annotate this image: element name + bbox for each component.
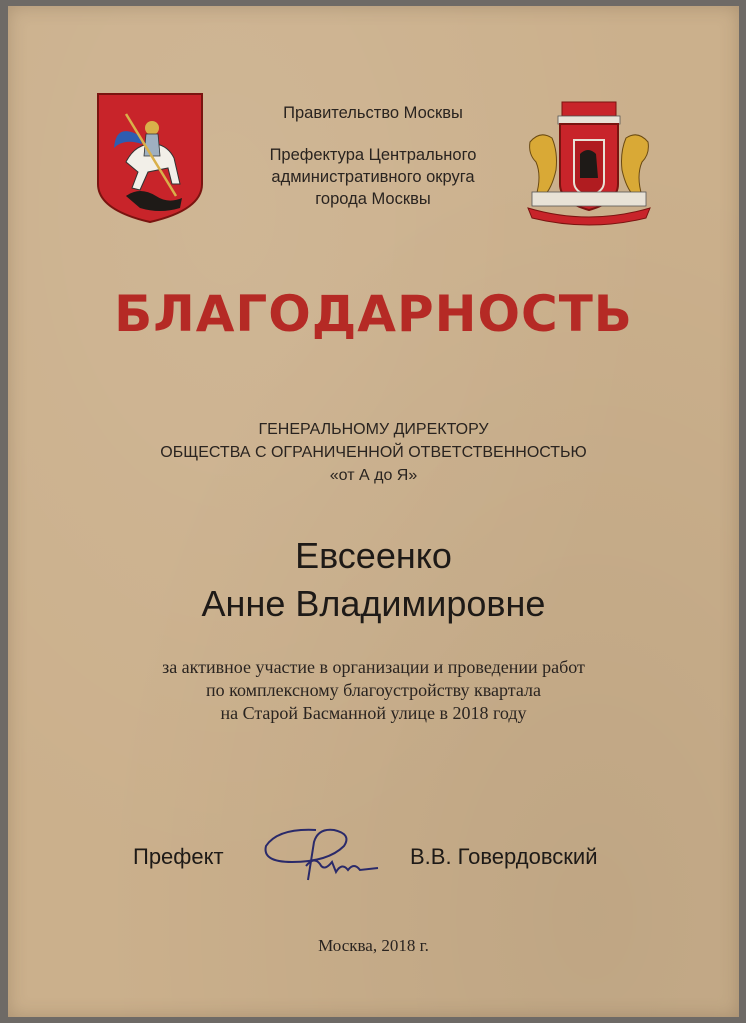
recipient-surname: Евсеенко xyxy=(295,535,452,576)
addressee-block xyxy=(8,418,739,487)
government-name: Правительство Москвы xyxy=(283,104,463,122)
signature-row xyxy=(8,832,739,892)
prefecture-line-1: Префектура Центрального xyxy=(269,146,477,164)
addressee-line-3: «от А до Я» xyxy=(329,467,418,484)
signatory-name: В.В. Говердовский xyxy=(410,844,598,869)
signatory-title: Префект xyxy=(133,844,224,869)
document-title: БЛАГОДАРНОСТЬ xyxy=(114,285,633,343)
issuer-header xyxy=(208,102,538,210)
moscow-coat-of-arms-icon xyxy=(96,92,204,224)
reason-line-1: за активное участие в организации и проведении работ xyxy=(162,657,585,677)
handwritten-signature-icon xyxy=(258,822,388,886)
addressee-line-1: ГЕНЕРАЛЬНОМУ ДИРЕКТОРУ xyxy=(258,421,489,438)
place-date: Москва, 2018 г. xyxy=(318,936,429,955)
recipient-name xyxy=(8,532,739,628)
addressee-line-2: ОБЩЕСТВА С ОГРАНИЧЕННОЙ ОТВЕТСТВЕННОСТЬЮ xyxy=(160,444,587,461)
certificate-sheet xyxy=(8,6,739,1017)
prefecture-line-3: города Москвы xyxy=(315,190,431,208)
award-reason xyxy=(8,656,739,725)
recipient-given-names: Анне Владимировне xyxy=(201,583,546,624)
prefecture-line-2: административного округа xyxy=(271,168,475,186)
reason-line-3: на Старой Басманной улице в 2018 году xyxy=(220,703,527,723)
central-district-coat-of-arms-icon xyxy=(522,92,656,226)
reason-line-2: по комплексному благоустройству квартала xyxy=(206,680,541,700)
